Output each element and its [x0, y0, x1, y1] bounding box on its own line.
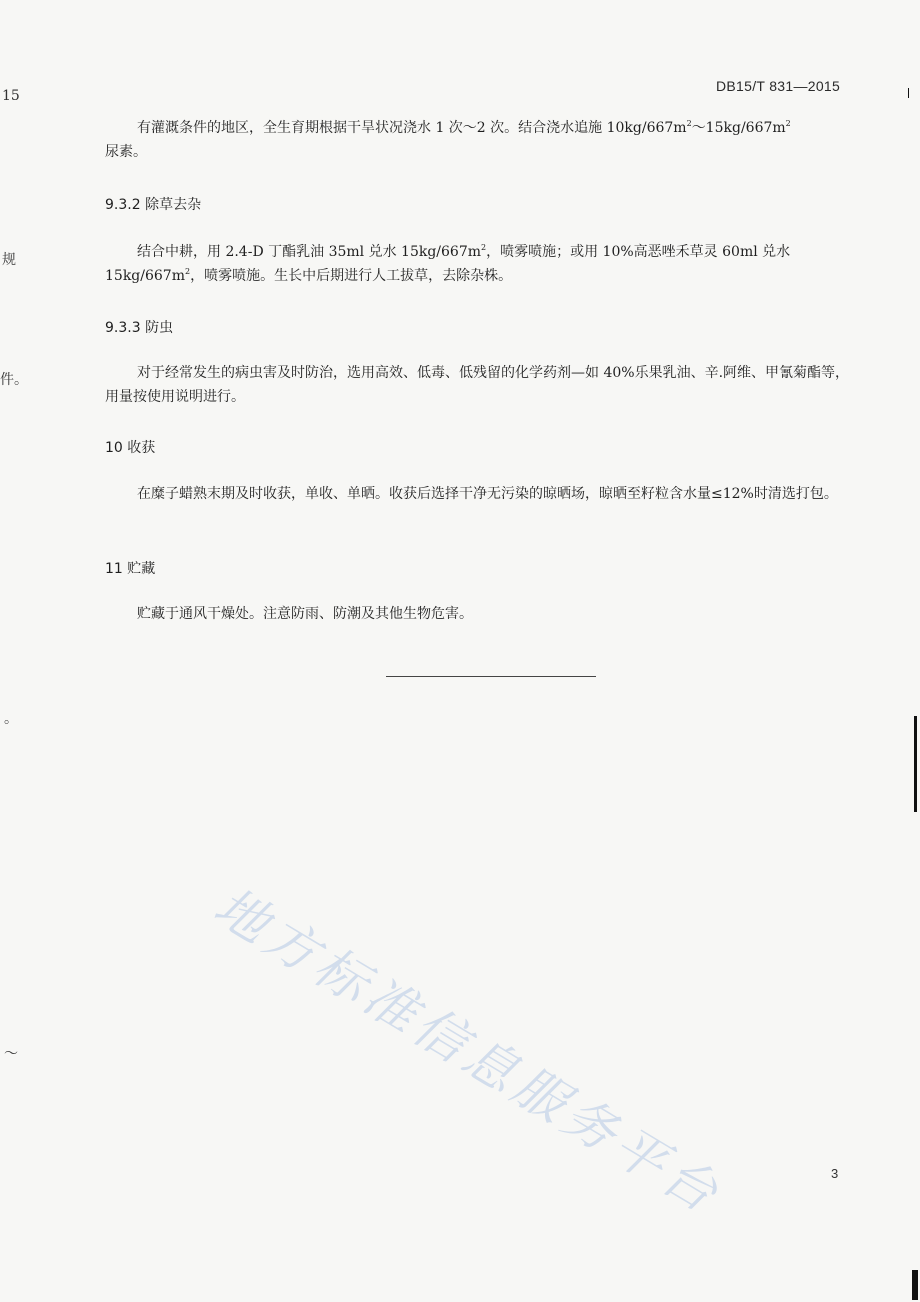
document-code: DB15/T 831—2015 [716, 78, 841, 94]
paragraph-text: ～15kg/667m [691, 120, 786, 136]
scan-edge-mark [908, 88, 909, 98]
margin-fragment: ～ [4, 1046, 18, 1062]
paragraph-pest-control: 对于经常发生的病虫害及时防治，选用高效、低毒、低残留的化学药剂—如 40%乐果乳油、辛.阿维、甲氰菊酯等，用量按使用说明进行。 [105, 365, 850, 405]
paragraph-irrigation [105, 116, 850, 164]
scan-edge-mark [912, 1270, 918, 1300]
margin-fragment: 。 [4, 711, 18, 727]
end-rule [386, 676, 596, 677]
section-heading-11: 11 贮藏 [105, 561, 156, 577]
paragraph-text: 有灌溉条件的地区，全生育期根据干旱状况浇水 1 次～2 次。结合浇水追施 10kg/667m [137, 120, 687, 136]
superscript: 2 [785, 119, 791, 128]
page-number: 3 [831, 1166, 839, 1181]
paragraph-storage: 贮藏于通风干燥处。注意防雨、防潮及其他生物危害。 [137, 606, 473, 622]
scan-edge-mark [914, 716, 917, 812]
paragraph-text: ，喷雾喷施。生长中后期进行人工拔草，去除杂株。 [190, 268, 513, 284]
paragraph-harvest: 在糜子蜡熟末期及时收获，单收、单晒。收获后选择干净无污染的晾晒场，晾晒至籽粒含水量≤12%时清选打包。 [137, 486, 838, 502]
watermark: 地方标准信息服务平台 [203, 876, 732, 1227]
superscript: 2 [184, 267, 191, 276]
paragraph-weeding [105, 240, 850, 288]
margin-fragment: 15 [2, 88, 20, 104]
paragraph-text: ，喷雾喷施；或用 10%高恶唑禾草灵 60ml 兑水 15kg/667m [105, 244, 791, 284]
section-heading-9-3-2: 9.3.2 除草去杂 [105, 197, 202, 213]
margin-fragment: 件。 [0, 372, 28, 388]
superscript: 2 [481, 243, 487, 252]
section-heading-9-3-3: 9.3.3 防虫 [105, 320, 174, 336]
superscript: 2 [686, 119, 692, 128]
paragraph-text: 尿素。 [105, 144, 147, 160]
paragraph-text: 结合中耕，用 2.4-D 丁酯乳油 35ml 兑水 15kg/667m [137, 244, 482, 260]
section-heading-10: 10 收获 [105, 440, 156, 456]
margin-fragment: 规 [2, 252, 16, 268]
